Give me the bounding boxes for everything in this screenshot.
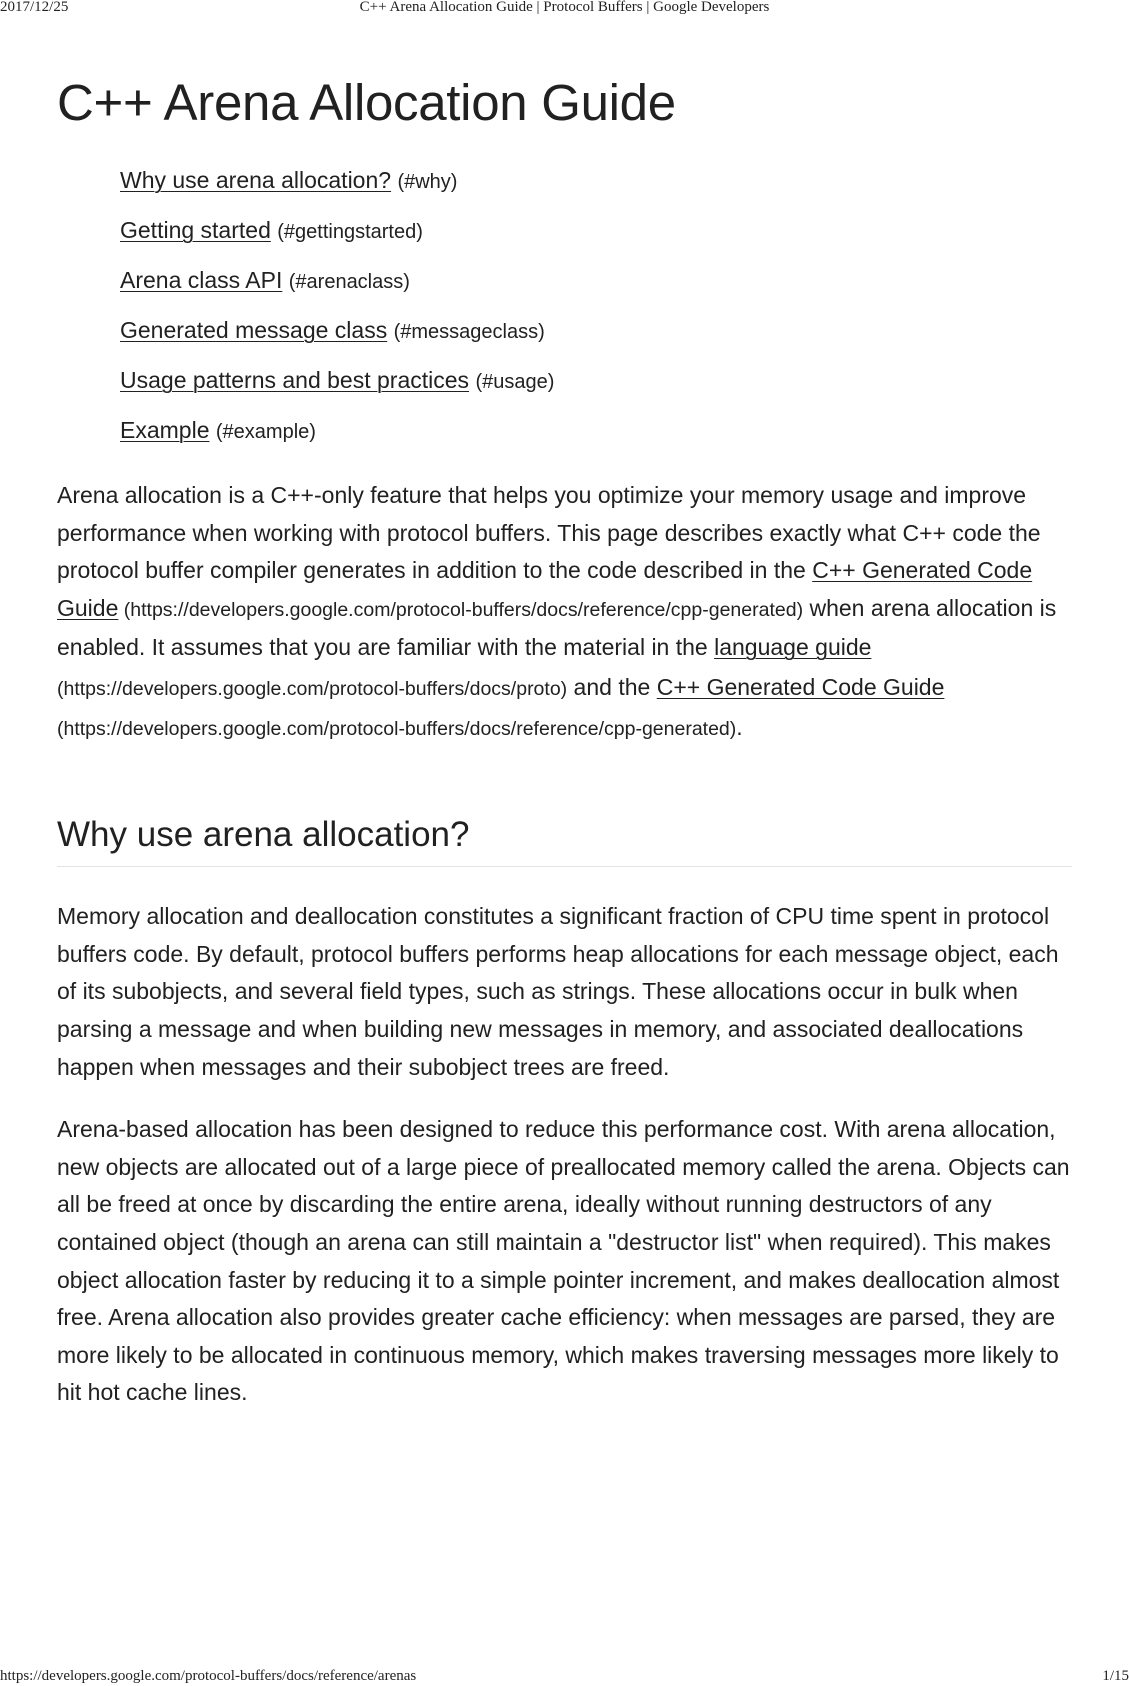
print-footer (0, 1669, 1129, 1685)
toc-anchor: (#example) (215, 421, 316, 443)
intro-text: and the (567, 673, 657, 700)
toc-item (120, 211, 1072, 261)
toc-anchor: (#usage) (475, 371, 555, 393)
link-url: (https://developers.google.com/protocol-buffers/docs/reference/cpp-generated) (57, 717, 737, 740)
table-of-contents (57, 161, 1072, 457)
section-heading-why: Why use arena allocation? (57, 810, 1072, 867)
toc-anchor: (#gettingstarted) (277, 221, 423, 243)
toc-anchor: (#why) (397, 171, 458, 193)
toc-item (120, 261, 1072, 311)
link-url: (https://developers.google.com/protocol-buffers/docs/proto) (57, 677, 568, 700)
toc-link-arena-class[interactable]: Arena class API (120, 267, 283, 293)
link-url: (https://developers.google.com/protocol-buffers/docs/reference/cpp-generated) (118, 598, 804, 621)
intro-paragraph (57, 477, 1072, 748)
page-title: C++ Arena Allocation Guide (57, 74, 676, 131)
print-header (0, 0, 1129, 16)
intro-text: . (736, 713, 743, 740)
why-paragraph-1: Memory allocation and deallocation constitutes a significant fraction of CPU time spent in protocol buffers code. By default, protocol buffers performs heap allocations for each message object, each of its subobjects, and several field types, such as strings. These allocations occur in bulk when parsing a message and when building new messages in memory, and associated deallocations happen when messages and their subobject trees are freed. (57, 903, 1059, 1080)
page-number: 1/15 (1102, 1668, 1129, 1684)
toc-link-message-class[interactable]: Generated message class (120, 317, 388, 343)
toc-link-usage[interactable]: Usage patterns and best practices (120, 367, 470, 393)
print-url: https://developers.google.com/protocol-buffers/docs/reference/arenas (0, 1668, 417, 1684)
toc-item (120, 361, 1072, 411)
print-date: 2017/12/25 (0, 0, 69, 15)
language-guide-link[interactable]: language guide (714, 634, 872, 661)
why-paragraph-2: Arena-based allocation has been designed to reduce this performance cost. With arena allocation, new objects are allocated out of a large piece of preallocated memory called the arena. Objects can all be freed at once by discarding the entire arena, ideally without running destructors of any contained object (though an arena can still maintain a "destructor list" when required). This makes object allocation faster by reducing it to a simple pointer increment, and makes deallocation almost free. Arena allocation also provides greater cache efficiency: when messages are parsed, they are more likely to be allocated in continuous memory, which makes traversing messages more likely to hit hot cache lines. (57, 1116, 1070, 1406)
toc-item (120, 311, 1072, 361)
toc-link-getting-started[interactable]: Getting started (120, 217, 271, 243)
toc-link-why[interactable]: Why use arena allocation? (120, 167, 392, 193)
intro-text: Arena allocation is a C++-only feature that helps you optimize your memory usage and improve performance when working with protocol buffers. This page describes exactly what C++ code the protocol buffer compiler generates in addition to the code described in the (57, 482, 1041, 584)
cpp-generated-code-guide-link-2[interactable]: C++ Generated Code Guide (656, 673, 945, 700)
print-title: C++ Arena Allocation Guide | Protocol Buffers | Google Developers (359, 0, 770, 15)
toc-item (120, 411, 1072, 457)
intro-text: when arena allocation is enabled. It assumes that you are familiar with the material in the (57, 594, 1057, 661)
toc-anchor: (#arenaclass) (288, 271, 410, 293)
toc-link-example[interactable]: Example (120, 417, 210, 443)
toc-anchor: (#messageclass) (393, 321, 545, 343)
article (57, 60, 1072, 1412)
toc-item (120, 161, 1072, 211)
cpp-generated-code-guide-link[interactable]: C++ Generated Code Guide (57, 557, 1033, 621)
